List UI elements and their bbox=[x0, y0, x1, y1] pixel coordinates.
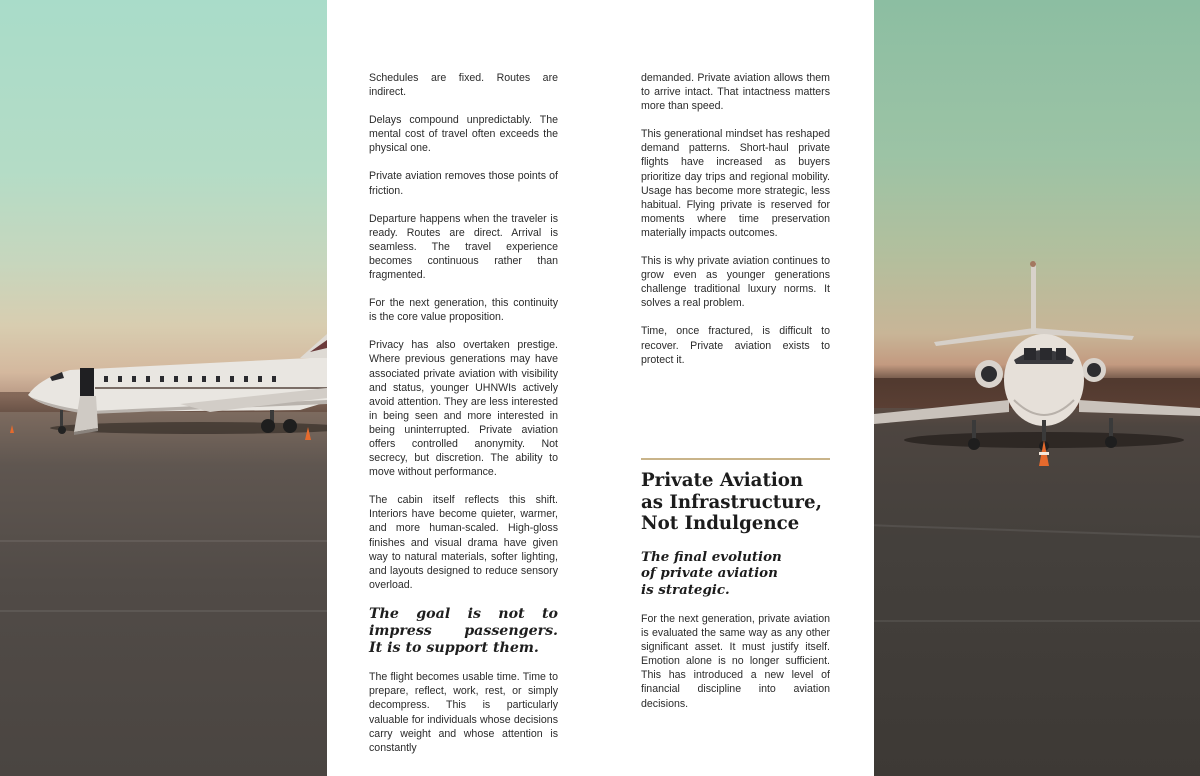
left-jet-photo bbox=[0, 0, 327, 776]
body-paragraph: Private aviation removes those points of friction. bbox=[369, 170, 558, 197]
business-jet-illustration bbox=[0, 0, 327, 776]
body-paragraph: demanded. Private aviation allows them to arrive intact. That intactness matters more than speed. bbox=[641, 72, 830, 113]
section-title-line: Not Indulgence bbox=[641, 513, 800, 534]
article-page bbox=[327, 0, 874, 776]
pull-quote-line: The goal is not to impress passengers. bbox=[369, 605, 558, 639]
section-divider bbox=[641, 458, 830, 460]
pull-quote-line: It is to support them. bbox=[369, 639, 539, 656]
section-subtitle-line: is strategic. bbox=[641, 581, 730, 598]
body-paragraph: Departure happens when the traveler is ready. Routes are direct. Arrival is seamless. The travel experience becomes continuous rather than fragmented. bbox=[369, 212, 558, 282]
body-paragraph: This is why private aviation continues to grow even as younger generations challenge traditional luxury norms. It solves a real problem. bbox=[641, 255, 830, 310]
body-paragraph: Time, once fractured, is difficult to recover. Private aviation exists to protect it. bbox=[641, 325, 830, 366]
section-subtitle-line: The final evolution bbox=[641, 548, 782, 565]
body-paragraph: For the next generation, this continuity is the core value proposition. bbox=[369, 297, 558, 324]
body-paragraph: Delays compound unpredictably. The mental cost of travel often exceeds the physical one. bbox=[369, 114, 558, 155]
body-paragraph: Privacy has also overtaken prestige. Where previous generations may have associated private aviation with visibility and status, younger UHNWIs actively avoid attention. They are less interested in being seen and more interested in being uninterrupted. Private aviation offers controlled anonymity. Not secrecy, but discretion. The ability to move without performance. bbox=[369, 339, 558, 479]
front-jet-illustration bbox=[874, 0, 1200, 776]
body-paragraph: The cabin itself reflects this shift. Interiors have become quieter, warmer, and more human-scaled. High-gloss finishes and visual drama have given way to natural materials, softer lighting, and layouts designed to reduce sensory overload. bbox=[369, 494, 558, 591]
body-paragraph: Schedules are fixed. Routes are indirect. bbox=[369, 72, 558, 99]
right-text-column bbox=[641, 71, 830, 381]
pull-quote bbox=[369, 606, 558, 656]
section-block bbox=[641, 458, 830, 725]
section-subtitle-line: of private aviation bbox=[641, 565, 778, 581]
section-title bbox=[641, 470, 830, 535]
section-body: For the next generation, private aviation is evaluated the same way as any other significant asset. It must justify itself. Emotion alone is no longer sufficient. This has introduced a new level of financial discipline into aviation decisions. bbox=[641, 613, 830, 710]
body-paragraph: This generational mindset has reshaped demand patterns. Short-haul private flights have increased as buyers prioritize day trips and regional mobility. Usage has become more strategic, less habitual. Flying private is reserved for moments where time preservation materially impacts outcomes. bbox=[641, 128, 830, 239]
right-jet-photo bbox=[874, 0, 1200, 776]
section-title-line: as Infrastructure, bbox=[641, 491, 822, 513]
section-subtitle bbox=[641, 549, 830, 599]
body-paragraph: The flight becomes usable time. Time to prepare, reflect, work, rest, or simply decompress. This is particularly valuable for individuals whose decisions carry weight and whose attention is constantly bbox=[369, 671, 558, 754]
left-text-column bbox=[369, 71, 558, 769]
section-title-line: Private Aviation bbox=[641, 470, 804, 491]
